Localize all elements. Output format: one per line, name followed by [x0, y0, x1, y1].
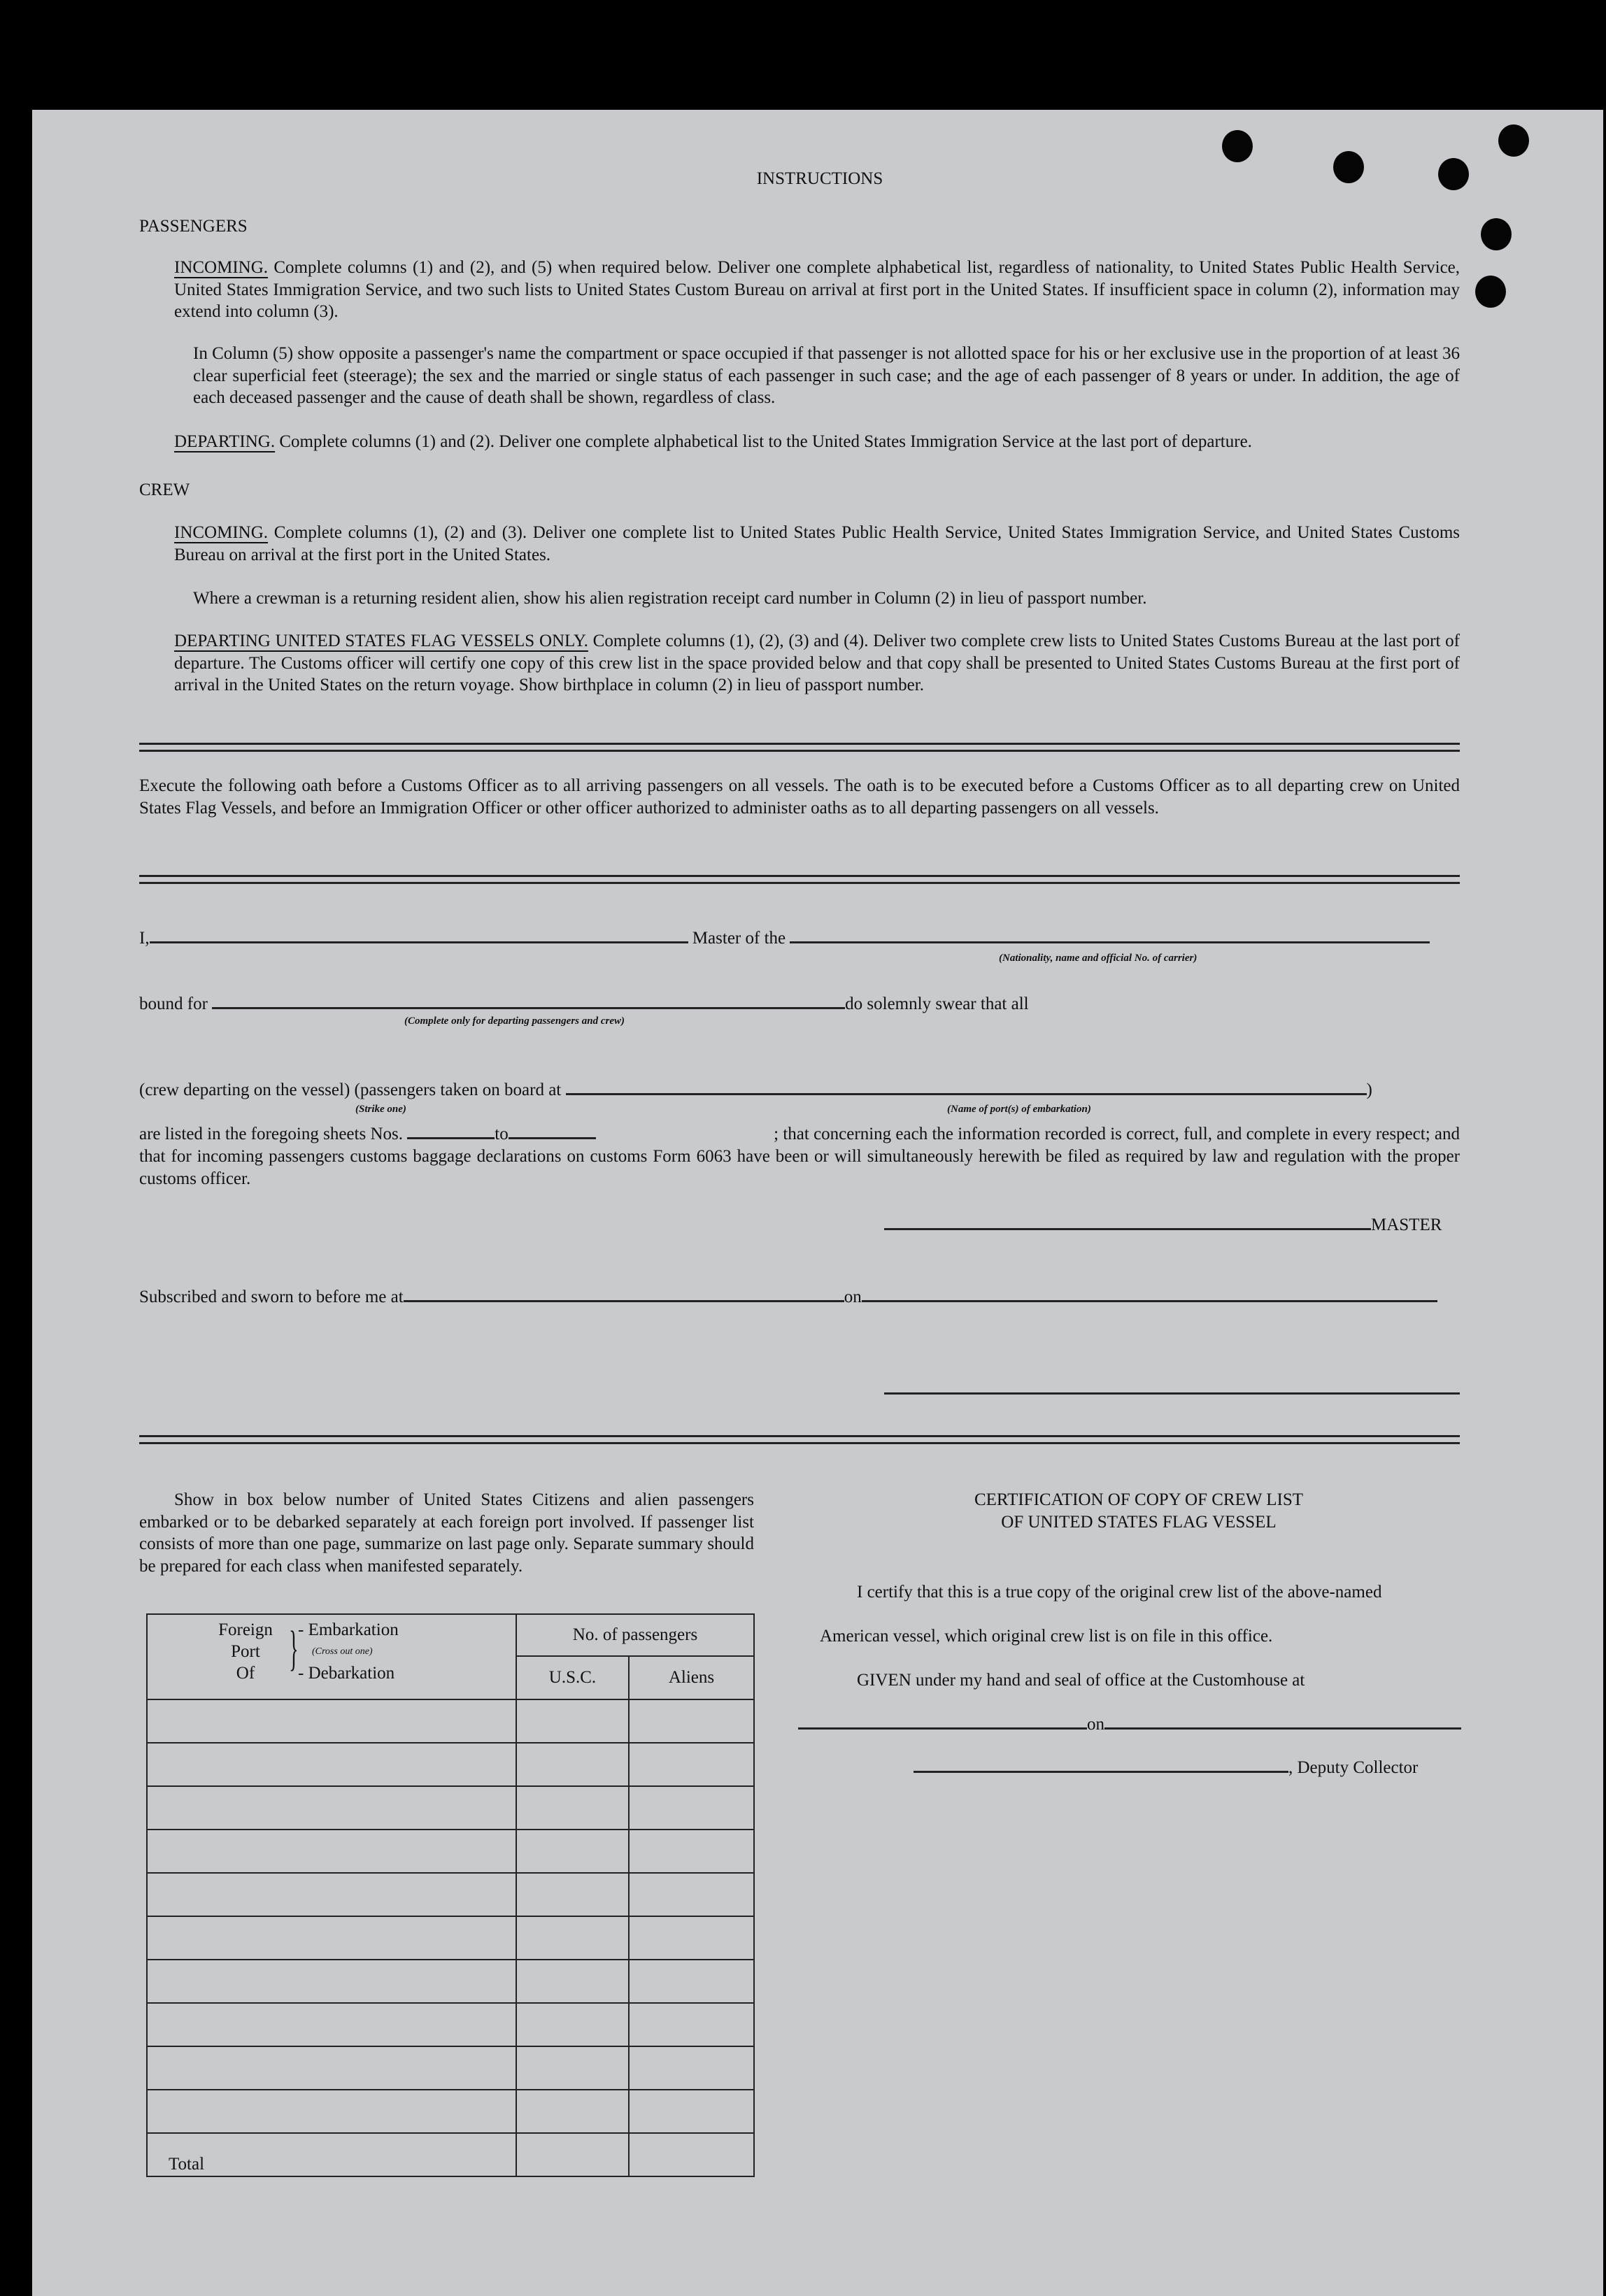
- crew-departing-text: Complete columns (1), (2), (3) and (4). Deliver two complete crew lists to United States Customs Bureau at the last port of departure. The Customs officer will certify one copy of this crew list in the space provided below and that copy shall be presented to United States Customs Bureau at the first port of arrival in the United States on the return voyage. Show birthplace in column (2) in lieu of passport number.: [174, 632, 1460, 694]
- aliens-cell[interactable]: [629, 2090, 754, 2133]
- passengers-incoming: [174, 257, 1460, 323]
- crew-incoming-label: INCOMING.: [174, 523, 269, 542]
- usc-cell[interactable]: [516, 2003, 629, 2046]
- usc-cell[interactable]: [516, 1873, 629, 1916]
- port-cell[interactable]: [147, 1830, 516, 1873]
- column5-instructions: In Column (5) show opposite a passenger's name the compartment or space occupied if that passenger is not allotted space for his or her exclusive use in the proportion of at least 36 clear superficial feet (steerage); the sex and the married or single status of each passenger in such case; and the age of each passenger of 8 years or under. In addition, the age of each deceased passenger and the cause of death shall be shown, regardless of class.: [193, 344, 1460, 407]
- port-embarkation-field[interactable]: [566, 1079, 1367, 1095]
- punch-hole: [1222, 130, 1253, 162]
- usc-cell[interactable]: [516, 1916, 629, 1960]
- usc-cell[interactable]: [516, 1743, 629, 1786]
- subscribed-label: Subscribed and sworn to before me at: [139, 1288, 404, 1306]
- aliens-cell[interactable]: [629, 1699, 754, 1743]
- passenger-summary-table: [146, 1613, 755, 2177]
- officer-signature-field[interactable]: [884, 1392, 1460, 1395]
- aliens-cell[interactable]: [629, 1786, 754, 1830]
- swear-text: do solemnly swear that all: [845, 994, 1029, 1013]
- strike-caption: (Strike one): [355, 1104, 406, 1115]
- subscribed-date-field[interactable]: [862, 1286, 1437, 1302]
- deputy-collector-line: [914, 1757, 1418, 1778]
- aliens-cell[interactable]: [629, 2046, 754, 2090]
- passengers-departing: [174, 431, 1460, 453]
- port-cell[interactable]: [147, 1873, 516, 1916]
- cross-out-caption: (Cross out one): [312, 1646, 373, 1657]
- summary-instructions: Show in box below number of United States Citizens and alien passengers embarked or to be debarked separately at each foreign port involved. If passenger list consists of more than one page, summarize on last page only. Separate summary should be prepared for each class when manifested separately.: [139, 1490, 754, 1576]
- master-label: MASTER: [1371, 1215, 1442, 1234]
- master-signature-field[interactable]: [884, 1214, 1371, 1230]
- on-label: on: [844, 1288, 862, 1306]
- port-cell[interactable]: [147, 2003, 516, 2046]
- of-label: Of: [236, 1664, 255, 1683]
- no-passengers-header: No. of passengers: [516, 1614, 754, 1656]
- brace-icon: }: [289, 1622, 299, 1676]
- total-row: [147, 2133, 754, 2176]
- sheet-from-field[interactable]: [407, 1123, 495, 1139]
- on-label: on: [1087, 1715, 1104, 1734]
- bound-for-line: [139, 993, 1029, 1015]
- cert-date-field[interactable]: [1104, 1713, 1461, 1730]
- usc-cell[interactable]: [516, 1786, 629, 1830]
- incoming-label: INCOMING.: [174, 258, 269, 277]
- crew-departing-label: DEPARTING UNITED STATES FLAG VESSELS ONLY.: [174, 632, 588, 650]
- close-paren: ): [1366, 1081, 1372, 1099]
- crew-incoming-text: Complete columns (1), (2) and (3). Deliver one complete list to United States Public Health Service, United States Immigration Service, and United States Customs Bureau on arrival at the first port in the United States.: [174, 523, 1460, 564]
- usc-cell[interactable]: [516, 2046, 629, 2090]
- departing-text: Complete columns (1) and (2). Deliver one complete alphabetical list to the United States Immigration Service at the last port of departure.: [279, 432, 1252, 451]
- customhouse-field[interactable]: [798, 1713, 1087, 1730]
- listed-text: ; that concerning each the information recorded is correct, full, and complete in every respect; and: [774, 1125, 1460, 1143]
- aliens-cell[interactable]: [629, 1960, 754, 2003]
- certify-text-2: American vessel, which original crew list is on file in this office.: [820, 1627, 1273, 1646]
- aliens-cell[interactable]: [629, 2003, 754, 2046]
- certify-text: I certify that this is a true copy of the original crew list of the above-named: [857, 1583, 1382, 1602]
- port-cell[interactable]: [147, 2133, 516, 2176]
- port-cell[interactable]: [147, 2090, 516, 2133]
- embarkation-option[interactable]: - Embarkation: [298, 1620, 399, 1639]
- punch-hole: [1475, 276, 1506, 308]
- cert-place-date-line: [798, 1713, 1461, 1735]
- port-cell[interactable]: [147, 1786, 516, 1830]
- port-cell[interactable]: [147, 1743, 516, 1786]
- table-row: [147, 2090, 754, 2133]
- baggage-declaration-text: that for incoming passengers customs baggage declarations on customs Form 6063 have been or will simultaneously herewith be filed as required by law and regulation with the proper customs officer.: [139, 1147, 1460, 1188]
- total-label: Total: [169, 2155, 205, 2174]
- table-row: [147, 2003, 754, 2046]
- debarkation-option[interactable]: - Debarkation: [298, 1664, 395, 1683]
- usc-cell[interactable]: [516, 1830, 629, 1873]
- strike-one-text: (crew departing on the vessel) (passengers taken on board at: [139, 1081, 562, 1099]
- table-row: [147, 1916, 754, 1960]
- aliens-header: Aliens: [629, 1656, 754, 1699]
- certification-title: CERTIFICATION OF COPY OF CREW LIST: [974, 1490, 1304, 1509]
- certification-subtitle: OF UNITED STATES FLAG VESSEL: [1001, 1513, 1277, 1532]
- crew-heading: CREW: [139, 480, 190, 499]
- given-text: GIVEN under my hand and seal of office at the Customhouse at: [857, 1671, 1305, 1690]
- double-rule: [139, 743, 1460, 752]
- crew-incoming: [174, 522, 1460, 566]
- table-row: [147, 1699, 754, 1743]
- table-row: [147, 1830, 754, 1873]
- embarkation-line: [139, 1079, 1372, 1101]
- usc-header: U.S.C.: [516, 1656, 629, 1699]
- aliens-cell[interactable]: [629, 2133, 754, 2176]
- bound-for-label: bound for: [139, 994, 208, 1013]
- deputy-collector-label: , Deputy Collector: [1288, 1758, 1419, 1777]
- oath-master-line: [139, 927, 1430, 949]
- port-header: [147, 1614, 516, 1699]
- punch-hole: [1498, 124, 1529, 157]
- foreign-label: Foreign: [218, 1620, 273, 1639]
- bound-caption: (Complete only for departing passengers and crew): [404, 1015, 625, 1027]
- carrier-field[interactable]: [790, 927, 1430, 943]
- usc-cell[interactable]: [516, 2133, 629, 2176]
- subscribed-line: [139, 1286, 1437, 1308]
- sheet-to-field[interactable]: [509, 1123, 596, 1139]
- sheets-line: [139, 1123, 1460, 1145]
- carrier-caption: (Nationality, name and official No. of carrier): [999, 953, 1198, 964]
- port-cell[interactable]: [147, 2046, 516, 2090]
- master-name-field[interactable]: [150, 927, 688, 943]
- departing-label: DEPARTING.: [174, 432, 276, 451]
- master-signature: [884, 1214, 1442, 1236]
- page-title: INSTRUCTIONS: [756, 169, 883, 188]
- subscribed-place-field[interactable]: [404, 1286, 844, 1302]
- table-row: [147, 1960, 754, 2003]
- aliens-cell[interactable]: [629, 1830, 754, 1873]
- double-rule: [139, 1435, 1460, 1444]
- oath-intro: Execute the following oath before a Customs Officer as to all arriving passengers on all vessels. The oath is to be executed before a Customs Officer as to all departing crew on United States Flag Vessels, and before an Immigration Officer or other officer authorized to administer oaths as to all departing passengers on all vessels.: [139, 776, 1460, 818]
- port-caption: (Name of port(s) of embarkation): [947, 1104, 1091, 1115]
- aliens-cell[interactable]: [629, 1916, 754, 1960]
- port-cell[interactable]: [147, 1699, 516, 1743]
- master-of-label: Master of the: [692, 929, 786, 948]
- listed-label: are listed in the foregoing sheets Nos.: [139, 1125, 403, 1143]
- aliens-cell[interactable]: [629, 1873, 754, 1916]
- deputy-signature-field[interactable]: [914, 1757, 1288, 1773]
- usc-cell[interactable]: [516, 2090, 629, 2133]
- port-cell[interactable]: [147, 1916, 516, 1960]
- aliens-cell[interactable]: [629, 1743, 754, 1786]
- table-row: [147, 2046, 754, 2090]
- resident-alien-note: Where a crewman is a returning resident alien, show his alien registration receipt card number in Column (2) in lieu of passport number.: [193, 589, 1147, 608]
- port-label: Port: [231, 1642, 260, 1661]
- crew-departing: [174, 630, 1460, 697]
- port-cell[interactable]: [147, 1960, 516, 2003]
- usc-cell[interactable]: [516, 1960, 629, 2003]
- punch-hole: [1481, 218, 1512, 250]
- usc-cell[interactable]: [516, 1699, 629, 1743]
- table-row: [147, 1743, 754, 1786]
- double-rule: [139, 875, 1460, 884]
- incoming-text: Complete columns (1) and (2), and (5) when required below. Deliver one complete alphabetical list, regardless of nationality, to United States Public Health Service, United States Immigration Service, and two such lists to United States Custom Bureau on arrival at first port in the United States. If insufficient space in column (2), information may extend into column (3).: [174, 258, 1461, 321]
- table-row: [147, 1786, 754, 1830]
- bound-for-field[interactable]: [212, 993, 845, 1009]
- passengers-heading: PASSENGERS: [139, 217, 248, 236]
- i-label: I,: [139, 929, 150, 948]
- table-row: [147, 1873, 754, 1916]
- to-label: to: [495, 1125, 509, 1143]
